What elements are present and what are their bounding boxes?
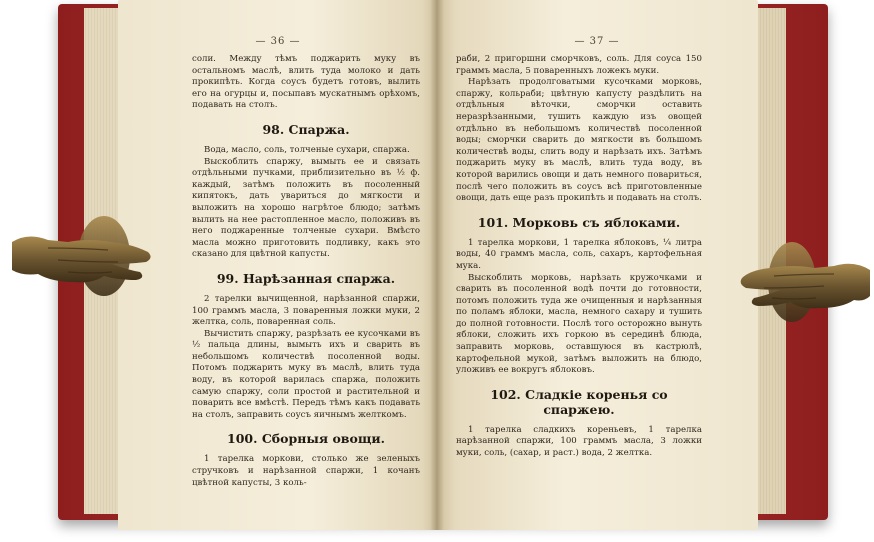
recipe-99-ingredients: 2 тарелки вычищенной, нарѣзанной спаржи, 100 граммъ масла, 3 поваренныя ложки муки, 2 желтка, соль, поваренная соль. (192, 293, 420, 328)
right-intro-paragraph: раби, 2 пригоршни сморчковъ, соль. Для соуса 150 граммъ масла, 5 поваренныхъ ложекъ муки. (456, 54, 702, 76)
left-page-number: — 36 — (255, 36, 301, 47)
recipe-100-ingredients: 1 тарелка моркови, столько же зеленыхъ стручковъ и нарѣзанной спаржи, 1 кочанъ цвѣтной капусты, 3 коль- (192, 454, 420, 488)
bronze-hand-left-icon (8, 212, 158, 302)
recipe-99-title: 99. Нарѣзанная спаржа. (216, 270, 396, 286)
recipe-98-title: 98. Спаржа. (262, 121, 350, 137)
right-page-number: — 37 — (574, 36, 620, 47)
book-gutter (430, 0, 444, 530)
bronze-hand-right-icon (738, 236, 874, 328)
recipe-101-title: 101. Морковь съ яблоками. (477, 214, 681, 230)
recipe-98-body: Выскоблить спаржу, вымыть ее и связать отдѣльными пучками, приблизительно въ ½ ф. каждый, затѣмъ положить въ посоленный кипятокъ, дать увариться до мягкости и выложить на хорошо нагрѣтое блюдо; затѣмъ вылить на нее растопленное масло, положивъ въ него поджаренные толченые сухари. Вмѣсто масла можно приготовить подливку, какъ это сказано для цвѣтной капусты. (192, 156, 420, 260)
recipe-99-body: Вычистить спаржу, разрѣзать ее кусочками въ ½ пальца длины, вымыть ихъ и сварить въ небольшомъ количествѣ посоленной воды. Потомъ поджарить муку въ маслѣ, влить туда воду, въ которой варилась спаржа, положить самую спаржу, соли простой и растительной и поварить все вмѣстѣ. Передъ тѣмъ какъ подавать на столъ, заправить соусъ яичнымъ желткомъ. (192, 328, 420, 420)
recipe-102-title: 102. Сладкіе коренья со спаржею. (490, 386, 668, 417)
right-page (436, 0, 758, 530)
right-intro-body: Нарѣзать продолговатыми кусочками морковь, спаржу, кольраби; цвѣтную капусту раздѣлить на отдѣльныя вѣточки, сморчки оставить неразрѣзанными, тушить каждую изъ овощей отдѣльно въ небольшомъ количествѣ посоленной воды; сморчки сварить до мягкости въ большомъ количествѣ воды, слить воду и нарѣзать ихъ. Затѣмъ поджарить муку въ маслѣ, влить туда воду, въ которой варились овощи и дать немного повариться, послѣ чего положить въ соусъ всѣ приготовленные овощи, дать еще разъ прокипѣть и подавать на столъ. (456, 77, 702, 204)
left-page (118, 0, 438, 530)
recipe-101-body: Выскоблить морковь, нарѣзать кружочками и сварить въ посоленной водѣ почти до готовности, потомъ положить туда же очищенныя и нарѣзанныя по поламъ яблоки, масла, немного сахару и тушить до полной готовности. Послѣ того осторожно вынуть яблоки, сложить ихъ горкою въ серединѣ блюда, заправить морковь, оставшуюся въ кастрюлѣ, картофельной мукой, затѣмъ выложить на блюдо, уложивъ ее вокругъ яблоковъ. (456, 272, 702, 376)
left-page-text (192, 54, 420, 489)
recipe-101-ingredients: 1 тарелка моркови, 1 тарелка яблоковъ, ¼ литра воды, 40 граммъ масла, соль, сахаръ, картофельная мука. (456, 237, 702, 271)
left-intro-paragraph: соли. Между тѣмъ поджарить муку въ остальномъ маслѣ, влить туда молоко и дать прокипѣть. Когда соусъ будетъ готовъ, вылить его на огурцы и, посыпавъ мускатнымъ орѣхомъ, подавать на столъ. (192, 54, 420, 111)
right-page-text (456, 54, 702, 460)
recipe-100-title: 100. Сборныя овощи. (227, 431, 385, 447)
recipe-98-ingredients: Вода, масло, соль, толченые сухари, спаржа. (204, 144, 410, 155)
recipe-102-ingredients: 1 тарелка сладкихъ кореньевъ, 1 тарелка нарѣзанной спаржи, 100 граммъ масла, 3 ложки муки, соль, (сахар, и раст.) вода, 2 желтка. (456, 424, 702, 459)
